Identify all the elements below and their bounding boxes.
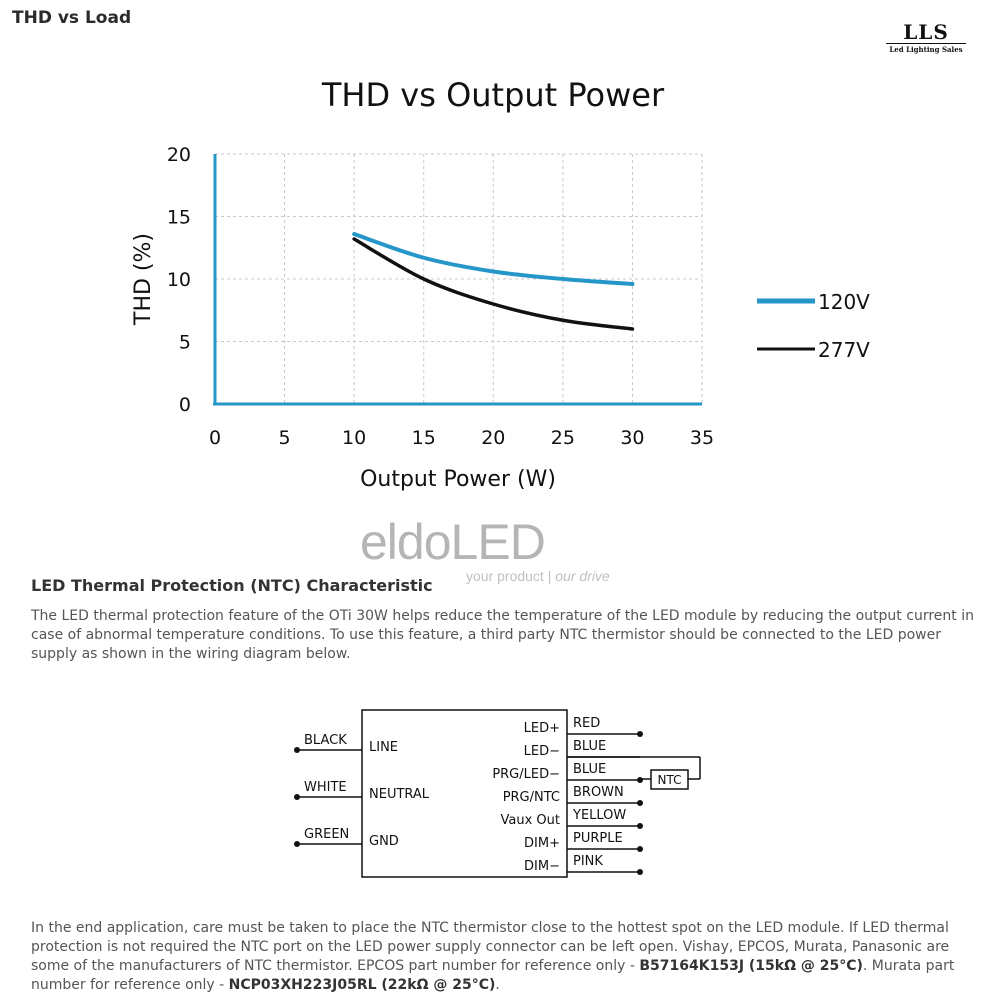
right-pin-label: DIM+: [524, 836, 560, 851]
right-terminal-dot: [637, 777, 643, 783]
right-pin-label: PRG/LED−: [492, 767, 560, 782]
closing-text-3: .: [495, 977, 500, 993]
right-wire-color: BROWN: [573, 785, 624, 800]
x-tick-label: 20: [481, 427, 506, 449]
closing-text-1: In the end application, care must be taken to place the NTC thermistor close to the hottest spot on the LED module. If LED thermal protection is not required the NTC port on the LED power supply connector can be left open. Vishay, EPCOS, Murata, Panasonic are some of the manufacturers of NTC thermistor. EPCOS part number for reference only -: [31, 920, 950, 974]
right-wire-color: YELLOW: [573, 808, 627, 823]
right-terminal-dot: [637, 869, 643, 875]
right-terminal-dot: [637, 731, 643, 737]
left-wire-color: BLACK: [304, 733, 347, 748]
y-tick-label: 10: [166, 269, 191, 291]
lls-logo: [886, 22, 966, 54]
right-wire-color: PINK: [573, 854, 603, 869]
x-tick-label: 25: [550, 427, 575, 449]
right-pin-label: Vaux Out: [500, 813, 560, 828]
section-heading: LED Thermal Protection (NTC) Characteristic: [31, 576, 433, 595]
legend-label: 120V: [818, 290, 870, 314]
left-terminal-dot: [294, 794, 300, 800]
eldoled-logo: [360, 512, 610, 584]
brand-name: eldoLED: [360, 514, 545, 570]
intro-paragraph: The LED thermal protection feature of the OTi 30W helps reduce the temperature of the LED module by reducing the output current in case of abnormal temperature conditions. To use this feature, a third party NTC thermistor should be connected to the LED power supply as shown in the wiring diagram below.: [31, 608, 974, 662]
brand-tagline-b: our drive: [555, 568, 610, 584]
brand-tagline-a: your product |: [466, 568, 556, 584]
right-pin-label: DIM−: [524, 859, 560, 874]
x-tick-label: 35: [689, 427, 715, 449]
logo-subtitle: Led Lighting Sales: [889, 45, 963, 54]
x-tick-label: 0: [208, 427, 222, 449]
left-terminal-dot: [294, 747, 300, 753]
right-pin-label: LED−: [523, 744, 560, 759]
logo-name: LLS: [903, 20, 949, 44]
murata-part-number: NCP03XH223J05RL (22kΩ @ 25°C): [228, 977, 496, 993]
x-tick-label: 10: [342, 427, 367, 449]
x-tick-label: 15: [411, 427, 436, 449]
wiring-diagram: [280, 700, 720, 890]
x-tick-label: 30: [620, 427, 645, 449]
x-tick-label: 5: [278, 427, 291, 449]
left-pin-label: NEUTRAL: [369, 787, 430, 802]
right-wire-color: PURPLE: [573, 831, 623, 846]
right-terminal-dot: [637, 846, 643, 852]
right-pin-label: LED+: [523, 721, 560, 736]
thd-chart: [0, 60, 870, 510]
chart-legend: [757, 290, 870, 362]
chart-gridlines: [215, 154, 702, 404]
left-pin-label: LINE: [369, 740, 399, 755]
right-wire-color: BLUE: [573, 739, 607, 754]
right-pin-label: PRG/NTC: [502, 790, 560, 805]
closing-paragraph: [31, 919, 981, 995]
y-axis-label: THD (%): [131, 233, 156, 325]
y-tick-label: 20: [166, 144, 191, 166]
right-wire-color: RED: [573, 716, 601, 731]
closing-text-2: . Murata part number for reference only -: [31, 958, 955, 993]
left-wire-color: GREEN: [304, 827, 350, 842]
legend-label: 277V: [818, 338, 870, 362]
left-wire-color: WHITE: [304, 780, 347, 795]
chart-title: THD vs Output Power: [321, 76, 665, 114]
page-title: THD vs Load: [12, 8, 132, 28]
ntc-label: NTC: [657, 773, 682, 787]
epcos-part-number: B57164K153J (15kΩ @ 25°C): [639, 958, 863, 974]
brand-tagline: [466, 568, 610, 584]
x-axis-label: Output Power (W): [360, 467, 556, 492]
right-terminal-dot: [637, 823, 643, 829]
right-wire-color: BLUE: [573, 762, 607, 777]
right-terminal-dot: [637, 800, 643, 806]
left-pin-label: GND: [369, 834, 399, 849]
y-tick-label: 5: [178, 331, 191, 354]
left-terminal-dot: [294, 841, 300, 847]
y-tick-label: 0: [178, 394, 191, 416]
y-tick-label: 15: [166, 206, 191, 229]
